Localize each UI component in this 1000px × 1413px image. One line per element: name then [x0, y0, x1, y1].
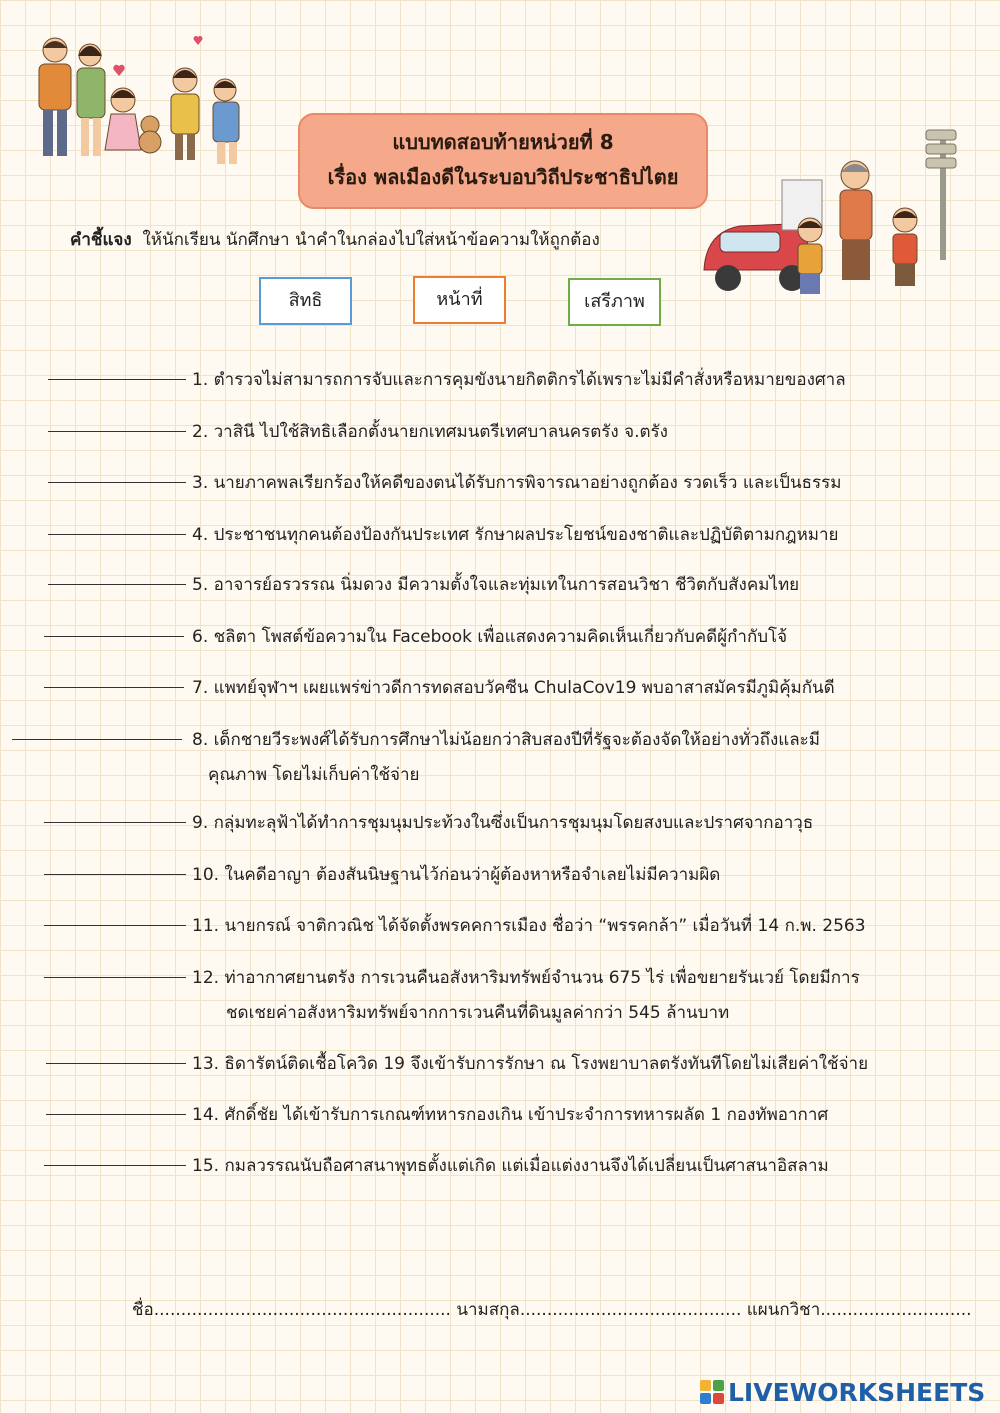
question-15: 15. กมลวรรณนับถือศาสนาพุทธตั้งแต่เกิด แต่เมื่อแต่งงานจึงได้เปลี่ยนเป็นศาสนาอิสลาม	[192, 1156, 829, 1176]
answer-blank-6[interactable]	[44, 636, 184, 637]
question-13: 13. ธิดารัตน์ติดเชื้อโควิด 19 จึงเข้ารับการรักษา ณ โรงพยาบาลตรังทันทีโดยไม่เสียค่าใช้จ่าย	[192, 1054, 869, 1074]
question-12: 12. ท่าอากาศยานตรัง การเวนคืนอสังหาริมทรัพย์จำนวน 675 ไร่ เพื่อขยายรันเวย์ โดยมีการ	[192, 968, 860, 988]
street-scene-illustration	[700, 120, 960, 320]
question-9: 9. กลุ่มทะลุฟ้าได้ทำการชุมนุมประท้วงในซึ่งเป็นการชุมนุมโดยสงบและปราศจากอาวุธ	[192, 813, 814, 833]
word-box-duties[interactable]: หน้าที่	[413, 276, 506, 324]
title-box	[298, 113, 708, 209]
answer-blank-12[interactable]	[44, 977, 186, 978]
answer-blank-1[interactable]	[48, 379, 186, 380]
answer-blank-15[interactable]	[44, 1165, 186, 1166]
question-6: 6. ชลิตา โพสต์ข้อความใน Facebook เพื่อแสดงความคิดเห็นเกี่ยวกับคดีผู้กำกับโจ้	[192, 627, 788, 647]
question-2: 2. วาสินี ไปใช้สิทธิเลือกตั้งนายกเทศมนตรีเทศบาลนครตรัง จ.ตรัง	[192, 422, 668, 442]
watermark-text: LIVEWORKSHEETS	[728, 1377, 986, 1407]
answer-blank-14[interactable]	[46, 1114, 186, 1115]
answer-blank-9[interactable]	[44, 822, 186, 823]
question-12-continued: ชดเชยค่าอสังหาริมทรัพย์จากการเวนคืนที่ดินมูลค่ากว่า 545 ล้านบาท	[226, 1003, 730, 1023]
family-illustration	[25, 30, 275, 180]
question-8-continued: คุณภาพ โดยไม่เก็บค่าใช้จ่าย	[208, 765, 420, 785]
instruction	[70, 226, 600, 253]
instruction-text: ให้นักเรียน นักศึกษา นำคำในกล่องไปใส่หน้าข้อความให้ถูกต้อง	[142, 230, 600, 250]
answer-blank-3[interactable]	[48, 482, 186, 483]
question-5: 5. อาจารย์อรวรรณ นิ่มดวง มีความตั้งใจและทุ่มเทในการสอนวิชา ชีวิตกับสังคมไทย	[192, 575, 800, 595]
instruction-label: คำชี้แจง	[70, 230, 132, 250]
question-10: 10. ในคดีอาญา ต้องสันนิษฐานไว้ก่อนว่าผู้ต้องหาหรือจำเลยไม่มีความผิด	[192, 865, 721, 885]
answer-blank-8[interactable]	[12, 739, 182, 740]
answer-blank-11[interactable]	[44, 925, 186, 926]
question-11: 11. นายกรณ์ จาติกวณิช ได้จัดตั้งพรคคการเมือง ชื่อว่า “พรรคกล้า” เมื่อวันที่ 14 ก.พ. 2563	[192, 916, 866, 936]
answer-blank-2[interactable]	[48, 431, 186, 432]
question-14: 14. ศักดิ์ชัย ได้เข้ารับการเกณฑ์ทหารกองเกิน เข้าประจำการทหารผลัด 1 กองทัพอากาศ	[192, 1105, 829, 1125]
title-line1: แบบทดสอบท้ายหน่วยที่ 8	[392, 130, 614, 154]
answer-blank-4[interactable]	[48, 534, 186, 535]
answer-blank-5[interactable]	[48, 584, 186, 585]
question-3: 3. นายภาคพลเรียกร้องให้คดีของตนได้รับการพิจารณาอย่างถูกต้อง รวดเร็ว และเป็นธรรม	[192, 473, 842, 493]
question-8: 8. เด็กชายวีระพงศ์ได้รับการศึกษาไม่น้อยกว่าสิบสองปีที่รัฐจะต้องจัดให้อย่างทั่วถึงและมี	[192, 730, 820, 750]
student-info-line: ชื่อ....................................................... นามสกุล......................................... แผนกวิชา............................	[132, 1300, 972, 1320]
question-7: 7. แพทย์จุฬาฯ เผยแพร่ข่าวดีการทดสอบวัคซีน ChulaCov19 พบอาสาสมัครมีภูมิคุ้มกันดี	[192, 678, 835, 698]
liveworksheets-logo-icon	[700, 1380, 724, 1404]
word-box-rights[interactable]: สิทธิ	[259, 277, 352, 325]
word-box-liberty[interactable]: เสรีภาพ	[568, 278, 661, 326]
answer-blank-7[interactable]	[44, 687, 184, 688]
question-1: 1. ตำรวจไม่สามารถการจับและการคุมขังนายกิตติกรได้เพราะไม่มีคำสั่งหรือหมายของศาล	[192, 370, 846, 390]
answer-blank-10[interactable]	[44, 874, 186, 875]
answer-blank-13[interactable]	[46, 1063, 186, 1064]
liveworksheets-watermark	[700, 1375, 985, 1409]
question-4: 4. ประชาชนทุกคนต้องป้องกันประเทศ รักษาผลประโยชน์ของชาติและปฏิบัติตามกฎหมาย	[192, 525, 839, 545]
title-line2: เรื่อง พลเมืองดีในระบอบวิถีประชาธิปไตย	[327, 165, 679, 189]
